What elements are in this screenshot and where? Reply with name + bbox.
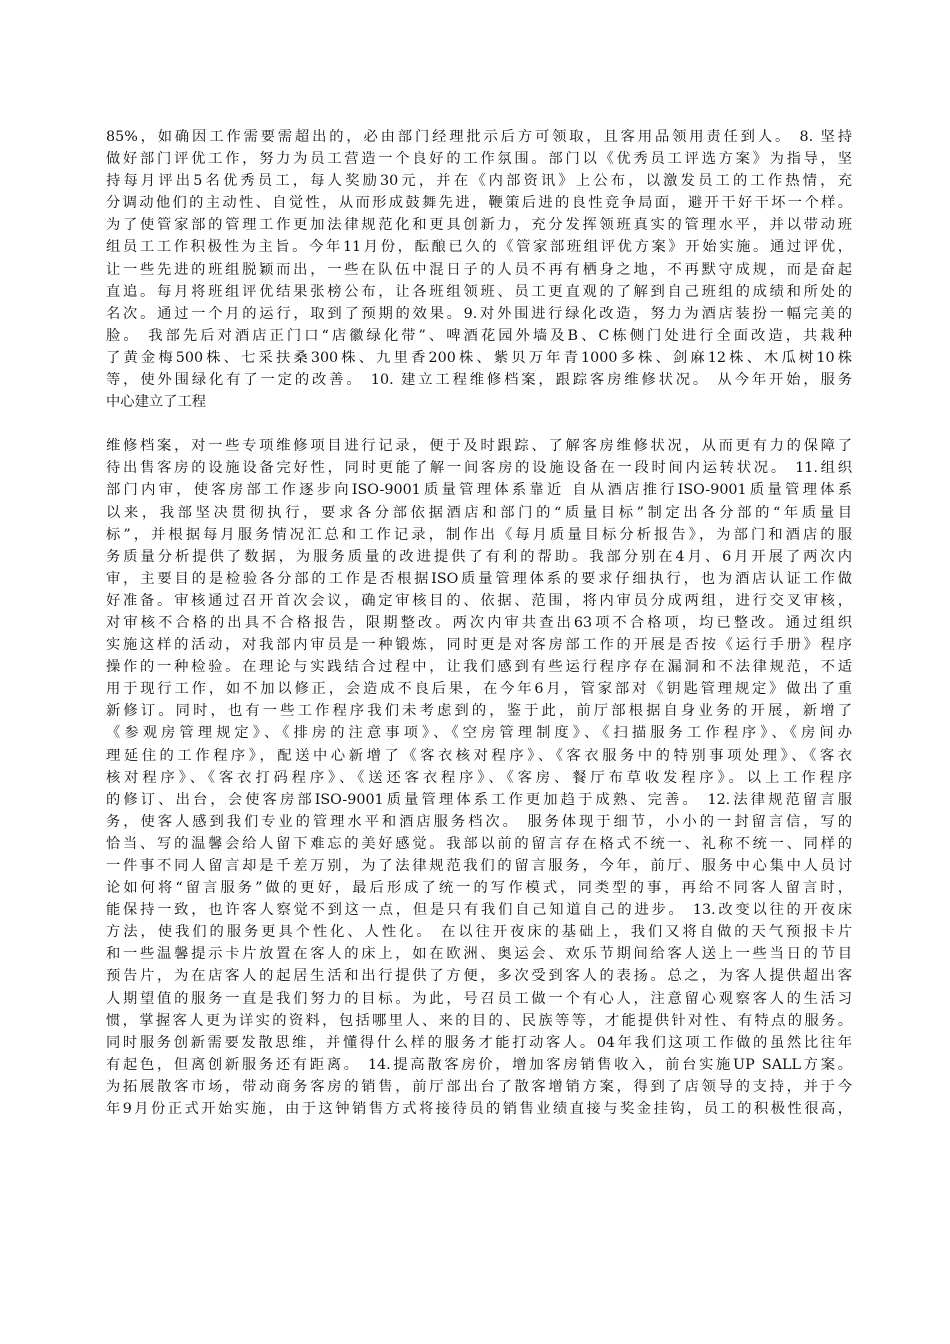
text-line: 和一些温馨提示卡片放置在客人的床上，如在欧洲、奥运会、欢乐节期间给客人送上一些当日的节目 [106,946,852,963]
text-line: 名次。通过一个月的运行，取到了预期的效果。9.对外围进行绿化改造，努力为酒店装扮一幅完美的 [106,305,852,322]
document-page [106,126,852,1120]
text-line: 对审核不合格的出具不合格报告，限期整改。两次内审共查出63项不合格项，均已整改。通过组织 [106,614,852,631]
text-line: 惯，掌握客人更为详实的资料，包括哪里人、来的目的、民族等等，才能提供针对性、有特点的服务。 [106,1012,852,1029]
paragraph-gap [106,413,852,435]
text-line: 能保持一致，也许客人察觉不到这一点，但是只有我们自己知道自己的进步。 13.改变以往的开夜床 [106,902,852,919]
text-line: 做好部门评优工作，努力为员工营造一个良好的工作氛围。部门以《优秀员工评选方案》为指导，坚 [106,151,852,168]
text-line: 一件事不同人留言却是千差万别，为了法律规范我们的留言服务，今年，前厅、服务中心集中人员讨 [106,858,852,874]
text-line: 为拓展散客市场，带动商务客房的销售，前厅部出台了散客增销方案，得到了店领导的支持，并于今 [106,1078,852,1095]
text-line: 人期望值的服务一直是我们努力的目标。为此，号召员工做一个有心人，注意留心观察客人的生活习 [106,990,852,1007]
text-line: 务质量分析提供了数据，为服务质量的改进提供了有利的帮助。我部分别在4月、6月开展了两次内 [106,548,852,565]
text-line: 脸。 我部先后对酒店正门口“店徽绿化带”、啤酒花园外墙及B、C栋侧门处进行全面改造，共栽种 [106,327,852,344]
text-line: 预告片，为在店客人的起居生活和出行提供了方便，多次受到客人的表扬。总之，为客人提供超出客 [106,968,852,985]
paragraph-1 [106,126,852,413]
text-line: 好准备。审核通过召开首次会议，确定审核目的、依据、范围，将内审员分成两组，进行交叉审核， [106,592,852,609]
text-line: 以来，我部坚决贯彻执行，要求各分部依据酒店和部门的“质量目标”制定出各分部的“年质量目 [106,504,852,521]
text-line: 为了使管家部的管理工作更加法律规范化和更具创新力，充分发挥领班真实的管理水平，并以带动班 [106,217,852,234]
text-line: 待出售客房的设施设备完好性，同时更能了解一间客房的设施设备在一段时间内运转状况。 11.组织 [106,460,852,477]
text-line: 核对程序》、《客衣打码程序》、《送还客衣程序》、《客房、餐厅布草收发程序》。以上工作程序 [106,769,852,786]
text-line: 理延住的工作程序》，配送中心新增了《客衣核对程序》、《客衣服务中的特别事项处理》、《客衣 [106,747,852,764]
text-line: 的修订、出台，会使客房部ISO-9001质量管理体系工作更加趋于成熟、完善。 12.法律规范留言服 [106,791,852,808]
text-line: 让一些先进的班组脱颖而出，一些在队伍中混日子的人员不再有栖身之地，不再默守成规，而是奋起 [106,261,852,278]
text-line: 分调动他们的主动性、自觉性，从而形成鼓舞先进，鞭策后进的良性竞争局面，避开干好干坏一个样。 [106,195,852,212]
text-line: 部门内审，使客房部工作逐步向ISO-9001质量管理体系靠近 自从酒店推行ISO-9001质量管理体系 [106,482,852,499]
text-line: 85%，如确因工作需要需超出的，必由部门经理批示后方可领取，且客用品领用责任到人。 8. 坚持 [106,129,852,145]
text-line: 用于现行工作，如不加以修正，会造成不良后果，在今年6月，管家部对《钥匙管理规定》做出了重 [106,681,852,698]
text-line: 组员工工作积极性为主旨。今年11月份，酝酿已久的《管家部班组评优方案》开始实施。通过评优， [106,239,852,256]
text-line: 中心建立了工程 [106,394,207,411]
text-line: 有起色，但离创新服务还有距离。 14.提高散客房价，增加客房销售收入，前台实施UP SALL方案。 [106,1056,852,1073]
text-line: 等，使外围绿化有了一定的改善。 10. 建立工程维修档案，跟踪客房维修状况。 从今年开始，服务 [106,372,852,389]
paragraph-2 [106,435,852,1120]
text-line: 了黄金梅500株、七采扶桑300株、九里香200株、紫贝万年青1000多株、剑麻12株、木瓜树10株 [106,349,852,366]
text-line: 同时服务创新需要发散思维，并懂得什么样的服务才能打动客人。04年我们这项工作做的虽然比往年 [106,1034,852,1051]
text-line: 操作的一种检验。在理论与实践结合过程中，让我们感到有些运行程序存在漏洞和不法律规范，不适 [106,659,852,676]
text-line: 维修档案，对一些专项维修项目进行记录，便于及时跟踪、了解客房维修状况，从而更有力的保障了 [106,438,852,455]
text-line: 务，使客人感到我们专业的管理水平和酒店服务档次。 服务体现于细节，小小的一封留言信，写的 [106,813,852,830]
text-line: 直追。每月将班组评优结果张榜公布，让各班组领班、员工更直观的了解到自己班组的成绩和所处的 [106,283,852,300]
text-line: 实施这样的活动，对我部内审员是一种锻炼，同时更是对客房部工作的开展是否按《运行手册》程序 [106,637,852,654]
text-line: 《参观房管理规定》、《排房的注意事项》、《空房管理制度》、《扫描服务工作程序》、《房间办 [106,725,852,742]
text-line: 审，主要目的是检验各分部的工作是否根据ISO质量管理体系的要求仔细执行，也为酒店认证工作做 [106,570,852,587]
text-line: 标”，并根据每月服务情况汇总和工作记录，制作出《每月质量目标分析报告》，为部门和酒店的服 [106,526,852,543]
text-line: 年9月份正式开始实施，由于这钟销售方式将接待员的销售业绩直接与奖金挂钩，员工的积极性很高， [106,1101,852,1118]
text-line: 方法，使我们的服务更具个性化、人性化。 在以往开夜床的基础上，我们又将自做的天气预报卡片 [106,924,852,941]
text-line: 持每月评出5名优秀员工，每人奖励30元，并在《内部资讯》上公布，以激发员工的工作热情，充 [106,173,852,190]
text-line: 恰当、写的温馨会给人留下难忘的美好感觉。我部以前的留言存在格式不统一、礼称不统一、同样的 [106,835,852,852]
text-line: 论如何将“留言服务”做的更好，最后形成了统一的写作模式，同类型的事，再给不同客人留言时， [106,880,852,897]
text-line: 新修订。同时，也有一些工作程序我们未考虑到的，鉴于此，前厅部根据自身业务的开展，新增了 [106,703,852,720]
